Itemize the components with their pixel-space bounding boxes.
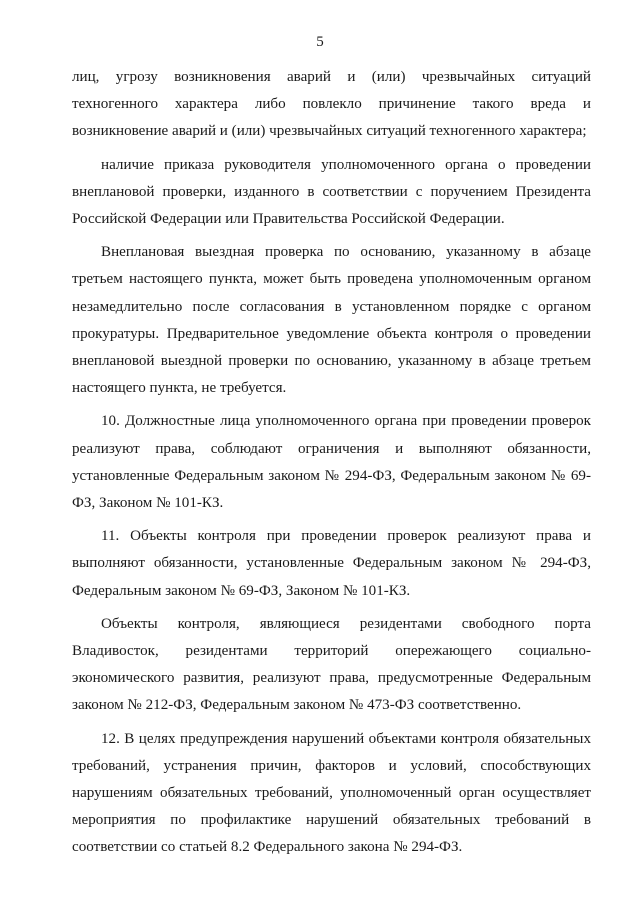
paragraph-unscheduled-inspection: Внеплановая выездная проверка по основанию, указанному в абзаце третьем настоящего пункта, может быть проведена уполномоченным органом незамедлительно после согласования в установленном порядке с органом прокуратуры. Предварительное уведомление объекта контроля о проведении внеплановой выездной проверки по основанию, указанному в абзаце третьем настоящего пункта, не требуется. (72, 244, 591, 397)
document-body (72, 64, 591, 862)
paragraph-residents: Объекты контроля, являющиеся резидентами свободного порта Владивосток, резидентами территорий опережающего социально-экономического развития, реализуют права, предусмотренные Федеральным законом № 212-ФЗ, Федеральным законом № 473-ФЗ соответственно. (72, 615, 591, 714)
paragraph-item-11: 11. Объекты контроля при проведении проверок реализуют права и выполняют обязанности, установленные Федеральным законом № 294-ФЗ, Федеральным законом № 69-ФЗ, Законом № 101-КЗ. (72, 528, 591, 599)
paragraph-item-10: 10. Должностные лица уполномоченного органа при проведении проверок реализуют права, соблюдают ограничения и выполняют обязанности, установленные Федеральным законом № 294-ФЗ, Федеральным законом № 69-ФЗ, Законом № 101-КЗ. (72, 413, 591, 512)
page-number: 5 (316, 34, 324, 50)
paragraph-order-condition: наличие приказа руководителя уполномоченного органа о проведении внеплановой проверки, изданного в соответствии с поручением Президента Российской Федерации или Правительства Российской Федерации. (72, 156, 591, 228)
paragraph-item-12: 12. В целях предупреждения нарушений объектами контроля обязательных требований, устранения причин, факторов и условий, способствующих нарушениям обязательных требований, уполномоченный орган осуществляет мероприятия по профилактике нарушений обязательных требований в соответствии со статьей 8.2 Федерального закона № 294-ФЗ. (72, 730, 591, 856)
paragraph-continuation: лиц, угрозу возникновения аварий и (или) чрезвычайных ситуаций техногенного характера либо повлекло причинение такого вреда и возникновение аварий и (или) чрезвычайных ситуаций техногенного характера; (72, 69, 591, 140)
